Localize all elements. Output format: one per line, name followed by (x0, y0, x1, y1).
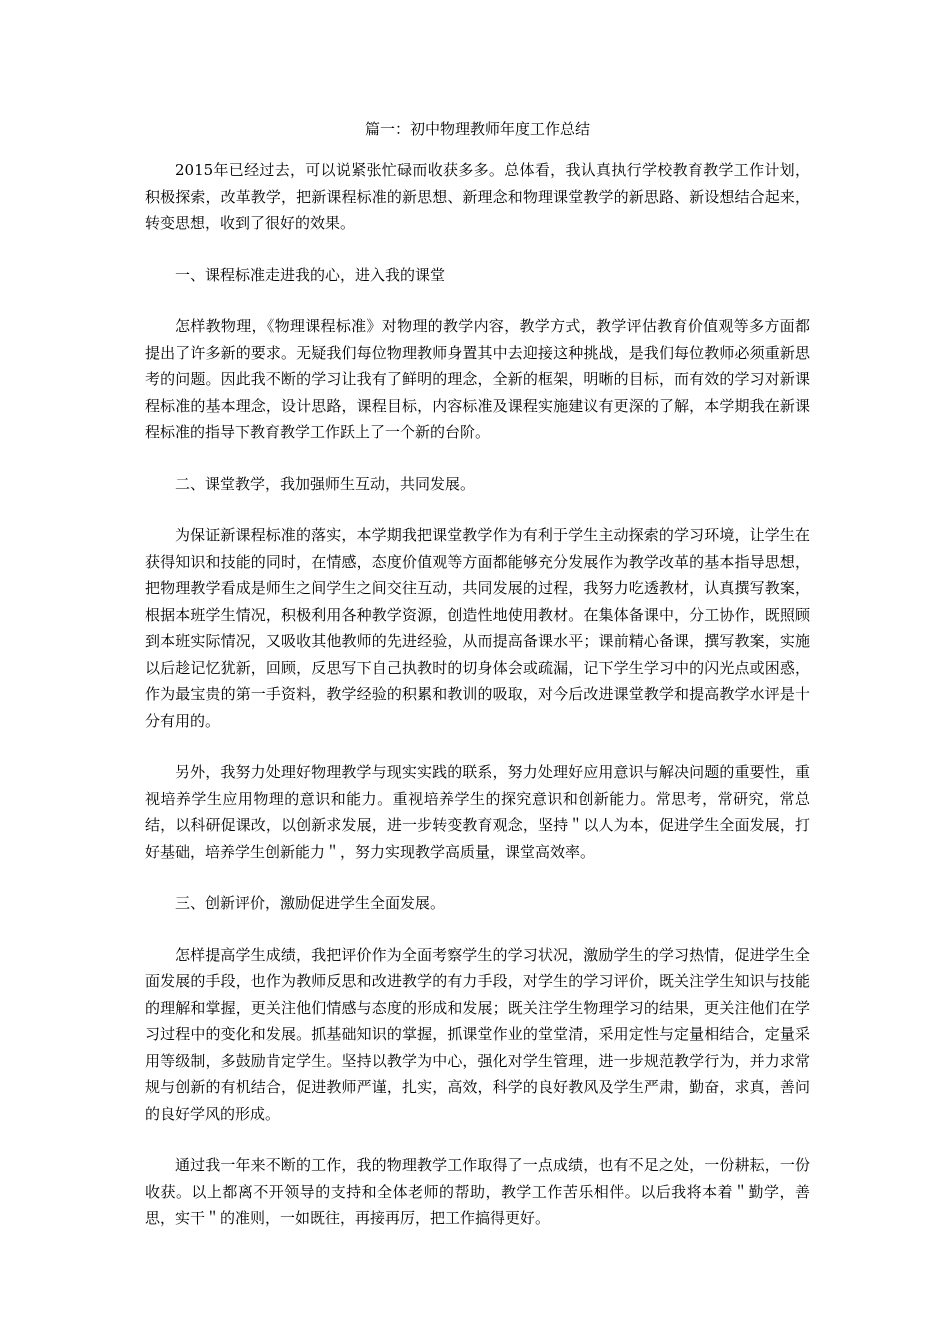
section-heading-3: 三、创新评价，激励促进学生全面发展。 (175, 894, 446, 912)
paragraph-section-1: 怎样教物理，《物理课程标准》对物理的教学内容，教学方式，教学评估教育价值观等多方面都提出了许多新的要求。无疑我们每位物理教师身置其中去迎接这种挑战，是我们每位教师必须重新思考的问题。因此我不断的学习让我有了鲜明的理念，全新的框架，明晰的目标，而有效的学习对新课程标准的基本理念，设计思路，课程目标，内容标准及课程实施建议有更深的了解，本学期我在新课程标准的指导下教育教学工作跃上了一个新的台阶。 (145, 317, 810, 441)
section-heading-1: 一、课程标准走进我的心，进入我的课堂 (175, 265, 446, 284)
paragraph-section-2b: 另外，我努力处理好物理教学与现实实践的联系，努力处理好应用意识与解决问题的重要性，重视培养学生应用物理的意识和能力。重视培养学生的探究意识和创新能力。常思考，常研究，常总结，以科研促课改，以创新求发展，进一步转变教育观念，坚持＂以人为本，促进学生全面发展，打好基础，培养学生创新能力＂，努力实现教学高质量，课堂高效率。 (145, 763, 810, 861)
document-title: 篇一：初中物理教师年度工作总结 (364, 120, 590, 138)
paragraph-conclusion: 通过我一年来不断的工作，我的物理教学工作取得了一点成绩，也有不足之处，一份耕耘，一份收获。以上都离不开领导的支持和全体老师的帮助，教学工作苦乐相伴。以后我将本着＂勤学，善思，实干＂的准则，一如既往，再接再厉，把工作搞得更好。 (145, 1156, 810, 1227)
paragraph-intro: 2015年已经过去，可以说紧张忙碌而收获多多。总体看，我认真执行学校教育教学工作计划，积极探索，改革教学，把新课程标准的新思想、新理念和物理课堂教学的新思路、新设想结合起来，转变思想，收到了很好的效果。 (145, 161, 810, 232)
section-heading-2: 二、课堂教学，我加强师生互动，共同发展。 (175, 474, 476, 493)
paragraph-section-3: 怎样提高学生成绩，我把评价作为全面考察学生的学习状况，激励学生的学习热情，促进学生全面发展的手段，也作为教师反思和改进教学的有力手段，对学生的学习评价，既关注学生知识与技能的理解和掌握，更关注他们情感与态度的形成和发展；既关注学生物理学习的结果，更关注他们在学习过程中的变化和发展。抓基础知识的掌握，抓课堂作业的堂堂清，采用定性与定量相结合，定量采用等级制，多鼓励肯定学生。坚持以教学为中心，强化对学生管理，进一步规范教学行为，并力求常规与创新的有机结合，促进教师严谨，扎实，高效，科学的良好教风及学生严肃，勤奋，求真，善问的良好学风的形成。 (145, 945, 810, 1123)
paragraph-section-2a: 为保证新课程标准的落实，本学期我把课堂教学作为有利于学生主动探索的学习环境，让学生在获得知识和技能的同时，在情感，态度价值观等方面都能够充分发展作为教学改革的基本指导思想，把物理教学看成是师生之间学生之间交往互动，共同发展的过程，我努力吃透教材，认真撰写教案，根据本班学生情况，积极利用各种教学资源，创造性地使用教材。在集体备课中，分工协作，既照顾到本班实际情况，又吸收其他教师的先进经验，从而提高备课水平；课前精心备课，撰写教案，实施以后趁记忆犹新，回顾，反思写下自己执教时的切身体会或疏漏，记下学生学习中的闪光点或困惑，作为最宝贵的第一手资料，教学经验的积累和教训的吸取，对今后改进课堂教学和提高教学水评是十分有用的。 (145, 526, 810, 730)
document-page (145, 115, 810, 1257)
